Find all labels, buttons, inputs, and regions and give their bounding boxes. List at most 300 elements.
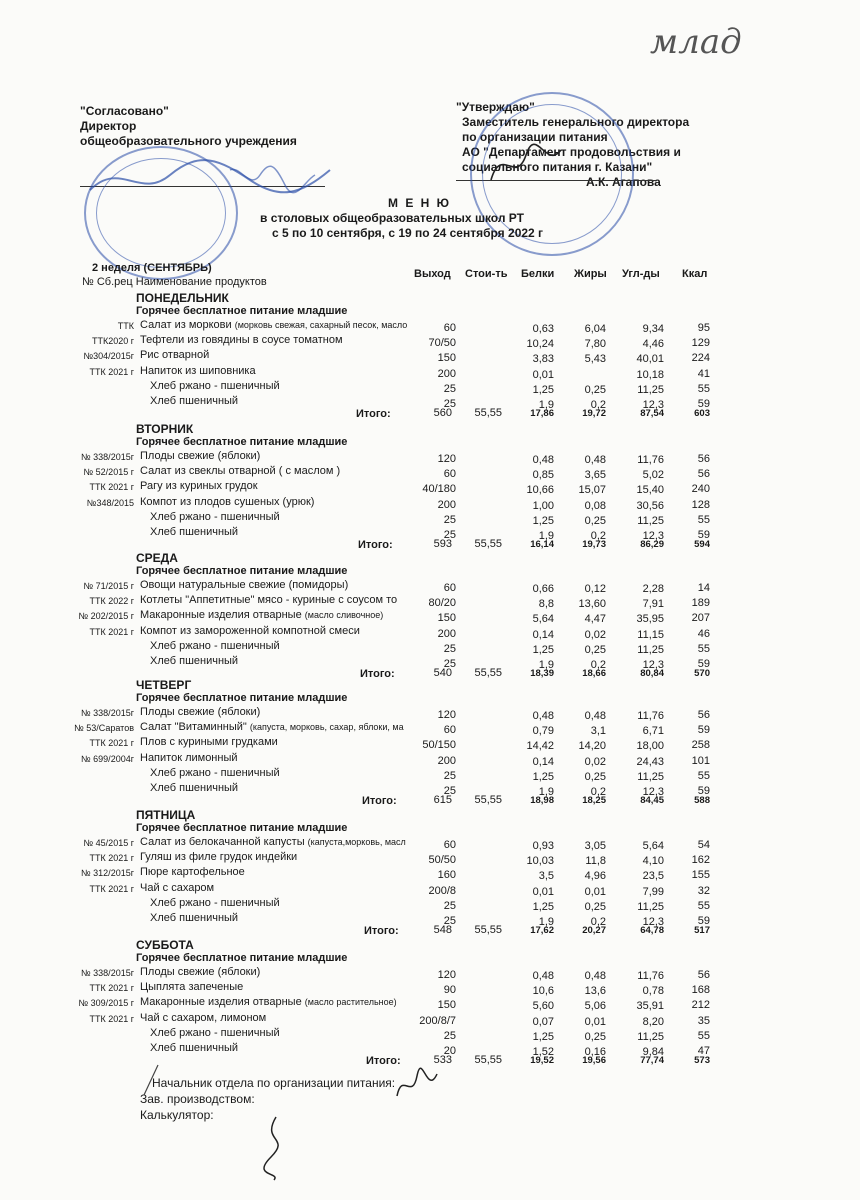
total-cost: 55,55 [474, 667, 502, 680]
fat-value: 3,65 [584, 469, 606, 482]
dish-name [140, 996, 397, 1008]
protein-value: 14,42 [526, 740, 554, 753]
dish-title: Хлеб ржано - пшеничный [150, 896, 280, 909]
fat-value: 0,2 [590, 786, 606, 798]
recipe-code: ТТК 2021 г [89, 853, 134, 864]
kcal-value: 240 [691, 483, 710, 496]
fat-value: 0,2 [590, 530, 606, 542]
carb-value: 24,43 [636, 755, 664, 768]
dish-name [140, 465, 340, 477]
dish-title: Гуляш из филе грудок индейки [140, 851, 298, 864]
agree-line: "Согласовано" [80, 104, 169, 118]
kcal-value: 168 [691, 984, 710, 997]
kcal-value: 128 [691, 498, 710, 511]
fat-value: 0,25 [584, 643, 606, 656]
yield-value: 60 [443, 839, 456, 851]
total-cost: 55,55 [474, 924, 502, 937]
yield-value: 200/8/7 [419, 1014, 456, 1027]
kcal-value: 129 [691, 337, 710, 350]
approve-line: АО "Департамент продовольствия и [462, 145, 681, 159]
dish-title: Компот из замороженной компотной смеси [140, 624, 360, 637]
kcal-value: 101 [691, 754, 710, 767]
total-carb: 77,74 [640, 1055, 664, 1067]
protein-value: 0,66 [532, 583, 554, 595]
carb-value: 11,15 [637, 628, 664, 641]
dish-note: (масло сливочное) [304, 610, 384, 621]
carb-value: 0,78 [642, 985, 664, 998]
carb-value: 30,56 [636, 499, 664, 512]
fat-value: 0,25 [584, 900, 606, 913]
total-fat: 18,66 [582, 668, 606, 680]
day-name: ВТОРНИК [136, 422, 194, 436]
recipe-code: ТТК 2022 г [89, 596, 134, 607]
yield-value: 150 [437, 612, 456, 625]
footer-line: Начальник отдела по организации питания: [152, 1076, 396, 1090]
dish-title: Хлеб ржано - пшеничный [150, 379, 280, 392]
fat-value: 0,08 [584, 499, 606, 512]
yield-value: 25 [443, 1029, 456, 1042]
kcal-value: 56 [697, 468, 710, 481]
kcal-value: 55 [697, 382, 710, 395]
total-label: Итого: [356, 408, 391, 421]
recipe-code: № 338/2015г [81, 452, 134, 462]
dish-name [150, 912, 238, 924]
approve-line: по организации питания [462, 130, 608, 144]
recipe-code: № 52/2015 г [83, 467, 134, 478]
dish-title: Хлеб ржано - пшеничный [150, 639, 280, 652]
protein-value: 1,25 [532, 643, 554, 656]
protein-value: 5,60 [532, 1000, 554, 1013]
dish-title: Салат из белокачанной капусты [140, 836, 305, 848]
footer-signature-1 [392, 1066, 442, 1106]
protein-value: 1,52 [532, 1046, 554, 1058]
dish-name [150, 897, 280, 909]
fat-value: 0,2 [590, 659, 606, 671]
dish-title: Плоды свежие (яблоки) [140, 706, 261, 718]
total-fat: 19,73 [582, 539, 606, 551]
dish-title: Хлеб ржано - пшеничный [150, 1026, 280, 1039]
dish-title: Хлеб пшеничный [150, 912, 239, 924]
protein-value: 0,48 [532, 454, 554, 466]
kcal-value: 56 [697, 709, 710, 721]
col-carb: Угл-ды [622, 268, 660, 280]
dish-name [140, 594, 397, 606]
dish-title: Овощи натуральные свежие (помидоры) [140, 579, 349, 591]
total-carb: 80,84 [640, 668, 664, 680]
dish-title: Хлеб пшеничный [150, 655, 239, 667]
yield-value: 90 [443, 984, 456, 997]
recipe-code: ТТК 2021 г [89, 626, 134, 637]
dish-name [140, 882, 214, 894]
footer-line: Калькулятор: [140, 1108, 214, 1122]
dish-title: Хлеб пшеничный [150, 395, 239, 407]
protein-value: 1,25 [532, 1030, 554, 1043]
carb-value: 9,84 [642, 1046, 664, 1058]
kcal-value: 55 [697, 1029, 710, 1042]
protein-value: 0,85 [532, 469, 554, 482]
fat-value: 4,47 [584, 613, 606, 626]
approve-line: Заместитель генерального директора [462, 115, 690, 129]
day-name: ЧЕТВЕРГ [136, 678, 192, 692]
total-yield: 593 [433, 538, 452, 551]
yield-value: 60 [443, 322, 456, 334]
day-name: ПОНЕДЕЛЬНИК [136, 291, 229, 305]
yield-value: 20 [443, 1045, 456, 1057]
day-name: СРЕДА [136, 551, 178, 565]
yield-value: 25 [443, 398, 456, 410]
yield-value: 80/20 [428, 597, 456, 610]
fat-value: 3,1 [590, 725, 606, 738]
protein-value: 0,93 [532, 840, 554, 852]
total-fat: 19,72 [582, 408, 606, 420]
yield-value: 25 [443, 382, 456, 395]
week-label: 2 неделя (СЕНТЯБРЬ) [92, 262, 212, 274]
kcal-value: 55 [697, 513, 710, 526]
yield-value: 25 [443, 915, 456, 927]
protein-value: 1,00 [532, 499, 554, 512]
dish-title: Плов с куриными грудками [140, 736, 278, 749]
dish-name [150, 767, 280, 779]
total-carb: 84,45 [640, 795, 664, 807]
dish-note: (капуста, морковь, сахар, яблоки, ма [249, 722, 404, 733]
carb-value: 2,28 [642, 583, 664, 595]
protein-value: 0,79 [532, 725, 554, 738]
yield-value: 150 [437, 999, 456, 1012]
approve-line: А.К. Агапова [586, 175, 661, 189]
carb-value: 15,40 [636, 484, 664, 497]
kcal-value: 47 [697, 1045, 710, 1057]
yield-value: 50/150 [422, 739, 456, 752]
footer-signature-2 [256, 1112, 296, 1182]
total-protein: 17,86 [530, 408, 554, 420]
protein-value: 5,64 [532, 613, 554, 626]
carb-value: 11,76 [637, 970, 664, 982]
dish-name [140, 480, 258, 492]
col-out: Выход [414, 268, 451, 280]
protein-value: 0,48 [532, 710, 554, 722]
fat-value: 0,12 [584, 583, 606, 595]
protein-value: 3,83 [532, 353, 554, 366]
kcal-value: 162 [691, 854, 710, 867]
dish-name [150, 380, 280, 392]
fat-value: 5,43 [584, 353, 606, 366]
fat-value: 0,25 [584, 514, 606, 527]
kcal-value: 224 [691, 352, 710, 365]
dish-title: Рагу из куриных грудок [140, 480, 258, 493]
yield-value: 50/50 [428, 854, 456, 867]
carb-value: 4,46 [642, 338, 664, 351]
fat-value: 0,48 [584, 710, 606, 722]
total-carb: 64,78 [640, 925, 664, 937]
fat-value: 0,16 [584, 1046, 606, 1058]
kcal-value: 46 [697, 627, 710, 640]
protein-value: 1,25 [532, 514, 554, 527]
school-stamp [84, 146, 238, 280]
corner-handwritten-note: млад [650, 22, 742, 62]
yield-value: 200 [437, 498, 456, 511]
carb-value: 11,25 [637, 383, 664, 396]
section-subtitle: Горячее бесплатное питание младшие [136, 565, 348, 577]
total-kcal: 570 [694, 668, 710, 680]
day-name: ПЯТНИЦА [136, 808, 196, 822]
protein-value: 10,66 [526, 484, 554, 497]
protein-value: 1,9 [538, 786, 554, 798]
dish-name [150, 395, 238, 407]
carb-value: 35,91 [636, 1000, 664, 1013]
footer-line: Зав. производством: [140, 1092, 255, 1106]
carb-value: 12,3 [642, 659, 664, 671]
dish-note: (масло растительное) [304, 997, 397, 1008]
recipe-code: № 45/2015 г [83, 838, 134, 848]
recipe-code: ТТК 2021 г [89, 1013, 134, 1024]
carb-value: 40,01 [636, 353, 664, 366]
day-name: СУББОТА [136, 938, 194, 952]
protein-value: 0,63 [532, 323, 554, 335]
kcal-value: 35 [697, 1014, 710, 1027]
recipe-code: №348/2015 [86, 497, 134, 508]
kcal-value: 54 [697, 839, 710, 851]
fat-value: 7,80 [584, 338, 606, 351]
total-kcal: 594 [694, 539, 710, 551]
kcal-value: 59 [697, 529, 710, 541]
fat-value: 4,96 [584, 870, 606, 883]
carb-value: 11,25 [637, 900, 664, 913]
dish-name [140, 981, 243, 993]
recipe-code: № 312/2015г [81, 868, 134, 879]
kcal-value: 59 [697, 915, 710, 927]
carb-value: 7,99 [642, 885, 664, 898]
dish-note: (капуста,морковь, масл [307, 837, 406, 847]
total-protein: 19,52 [530, 1055, 554, 1067]
fat-value: 6,04 [584, 323, 606, 335]
carb-value: 35,95 [636, 613, 664, 626]
fat-value: 15,07 [578, 484, 606, 497]
carb-value: 4,10 [642, 855, 664, 868]
protein-value: 3,5 [538, 870, 554, 883]
col-fat: Жиры [574, 268, 607, 280]
recipe-code: № 309/2015 г [78, 998, 134, 1009]
protein-value: 1,25 [532, 770, 554, 783]
recipe-code: ТТК [117, 321, 134, 331]
deputy-signature [486, 140, 566, 190]
total-protein: 17,62 [530, 925, 554, 937]
recipe-code: ТТК2020 г [91, 336, 134, 347]
fat-value: 3,05 [584, 840, 606, 852]
yield-value: 200 [437, 754, 456, 767]
col-prot: Белки [521, 268, 555, 280]
recipe-code: № 338/2015г [81, 708, 134, 718]
kcal-value: 59 [697, 785, 710, 797]
protein-value: 0,07 [532, 1015, 554, 1028]
fat-value: 0,48 [584, 970, 606, 982]
kcal-value: 95 [697, 322, 710, 334]
carb-value: 12,3 [642, 399, 664, 411]
footer-mark [136, 1060, 166, 1100]
menu-heading: М Е Н Ю [388, 196, 452, 210]
total-yield: 615 [433, 794, 452, 807]
yield-value: 25 [443, 899, 456, 912]
total-yield: 533 [433, 1054, 452, 1067]
dish-name [140, 496, 314, 508]
kcal-value: 59 [697, 724, 710, 737]
total-carb: 86,29 [640, 539, 664, 551]
kcal-value: 55 [697, 769, 710, 782]
kcal-value: 59 [697, 658, 710, 670]
carb-value: 12,3 [642, 916, 664, 928]
carb-value: 9,34 [642, 323, 664, 335]
kcal-value: 59 [697, 398, 710, 410]
yield-value: 200 [437, 627, 456, 640]
dish-name [150, 782, 238, 794]
protein-value: 0,14 [532, 755, 554, 768]
dish-name [140, 736, 278, 748]
dish-title: Салат из свеклы отварной ( с маслом ) [140, 465, 341, 478]
carb-value: 12,3 [642, 530, 664, 542]
carb-value: 7,91 [642, 598, 664, 611]
yield-value: 40/180 [422, 483, 456, 496]
fat-value: 0,48 [584, 454, 606, 466]
total-cost: 55,55 [474, 407, 502, 420]
recipe-code: ТТК 2021 г [89, 366, 134, 377]
kcal-value: 207 [691, 612, 710, 625]
recipe-code: № 202/2015 г [78, 611, 134, 622]
carb-value: 11,25 [637, 1030, 664, 1043]
dish-title: Макаронные изделия отварные [140, 609, 302, 622]
protein-value: 1,9 [538, 530, 554, 542]
total-fat: 20,27 [582, 925, 606, 937]
dish-title: Котлеты "Аппетитные" мясо - куриные с соусом то [140, 594, 398, 607]
dish-title: Салат "Витаминный" [140, 721, 247, 734]
protein-value: 0,01 [532, 885, 554, 898]
dish-name [140, 625, 360, 637]
carb-value: 5,64 [642, 840, 664, 852]
total-yield: 548 [433, 924, 452, 937]
total-label: Итого: [360, 668, 395, 681]
dish-title: Тефтели из говядины в соусе томатном [140, 334, 343, 347]
fat-value: 11,8 [585, 855, 606, 868]
section-subtitle: Горячее бесплатное питание младшие [136, 692, 348, 704]
total-protein: 18,39 [530, 668, 554, 680]
total-cost: 55,55 [474, 538, 502, 551]
col-cost: Стои-ть [465, 268, 508, 280]
dish-name [140, 752, 238, 764]
recipe-code: № 338/2015г [81, 968, 134, 978]
dish-title: Макаронные изделия отварные [140, 996, 302, 1009]
total-protein: 16,14 [530, 539, 554, 551]
total-label: Итого: [362, 795, 397, 808]
carb-value: 11,76 [637, 710, 664, 722]
protein-value: 10,24 [526, 338, 554, 351]
recipe-code: ТТК 2021 г [89, 983, 134, 994]
dish-name [140, 365, 256, 377]
dish-name [140, 579, 348, 591]
dish-name [140, 866, 245, 878]
protein-value: 1,9 [538, 659, 554, 671]
section-subtitle: Горячее бесплатное питание младшие [136, 305, 348, 317]
yield-value: 25 [443, 658, 456, 670]
yield-value: 150 [437, 352, 456, 365]
dish-name [140, 319, 407, 331]
total-protein: 18,98 [530, 795, 554, 807]
carb-value: 23,5 [642, 870, 664, 883]
protein-value: 0,01 [532, 368, 554, 381]
kcal-value: 55 [697, 899, 710, 912]
dish-title: Цыплята запеченые [140, 981, 244, 994]
dish-title: Хлеб ржано - пшеничный [150, 766, 280, 779]
total-yield: 540 [433, 667, 452, 680]
approve-line: "Утверждаю" [456, 100, 535, 114]
carb-value: 11,76 [637, 454, 664, 466]
total-carb: 87,54 [640, 408, 664, 420]
dish-name [150, 526, 238, 538]
agree-line: общеобразовательного учреждения [80, 134, 297, 148]
menu-title [260, 196, 543, 241]
dish-name [140, 721, 404, 733]
dish-name [150, 1042, 238, 1054]
fat-value: 0,01 [584, 885, 606, 898]
col-kcal: Ккал [682, 268, 708, 280]
protein-value: 0,48 [532, 970, 554, 982]
fat-value: 0,25 [584, 1030, 606, 1043]
kcal-value: 56 [697, 453, 710, 465]
protein-value: 8,8 [538, 598, 554, 611]
dish-name [150, 511, 280, 523]
kcal-value: 14 [697, 582, 710, 594]
dish-title: Салат из моркови [140, 319, 232, 331]
carb-value: 6,71 [642, 725, 664, 738]
total-fat: 19,56 [582, 1055, 606, 1067]
total-label: Итого: [366, 1055, 401, 1068]
menu-subtitle: в столовых общеобразовательных школ РТ [260, 211, 524, 225]
dish-title: Напиток лимонный [140, 751, 238, 764]
carb-value: 18,00 [636, 740, 664, 753]
dish-title: Напиток из шиповника [140, 364, 256, 377]
dish-name [140, 450, 260, 462]
yield-value: 25 [443, 642, 456, 655]
dish-name [140, 966, 260, 978]
fat-value: 5,06 [584, 1000, 606, 1013]
fat-value: 0,01 [584, 1015, 606, 1028]
section-subtitle: Горячее бесплатное питание младшие [136, 822, 348, 834]
fat-value: 0,2 [590, 399, 606, 411]
recipe-code: №304/2015г [83, 351, 134, 362]
agree-line: Директор [80, 119, 137, 133]
kcal-value: 55 [697, 642, 710, 655]
fat-value: 0,25 [584, 770, 606, 783]
carb-value: 11,25 [637, 643, 664, 656]
recipe-code: № 699/2004г [81, 753, 134, 764]
carb-value: 11,25 [637, 514, 664, 527]
total-label: Итого: [364, 925, 399, 938]
yield-value: 60 [443, 582, 456, 594]
dish-title: Чай с сахаром [140, 881, 215, 894]
dish-title: Плоды свежие (яблоки) [140, 966, 261, 978]
dish-title: Хлеб пшеничный [150, 782, 239, 794]
dish-name [140, 334, 343, 346]
total-kcal: 588 [694, 795, 710, 807]
yield-value: 25 [443, 785, 456, 797]
yield-value: 25 [443, 769, 456, 782]
recipe-code: ТТК 2021 г [89, 883, 134, 894]
carb-value: 12,3 [642, 786, 664, 798]
recipe-code: № 53/Саратов [74, 723, 134, 734]
total-fat: 18,25 [582, 795, 606, 807]
yield-value: 25 [443, 513, 456, 526]
dish-title: Хлеб пшеничный [150, 526, 239, 538]
approve-line: социального питания г. Казани" [462, 160, 653, 174]
total-cost: 55,55 [474, 1054, 502, 1067]
dish-name [140, 349, 209, 361]
